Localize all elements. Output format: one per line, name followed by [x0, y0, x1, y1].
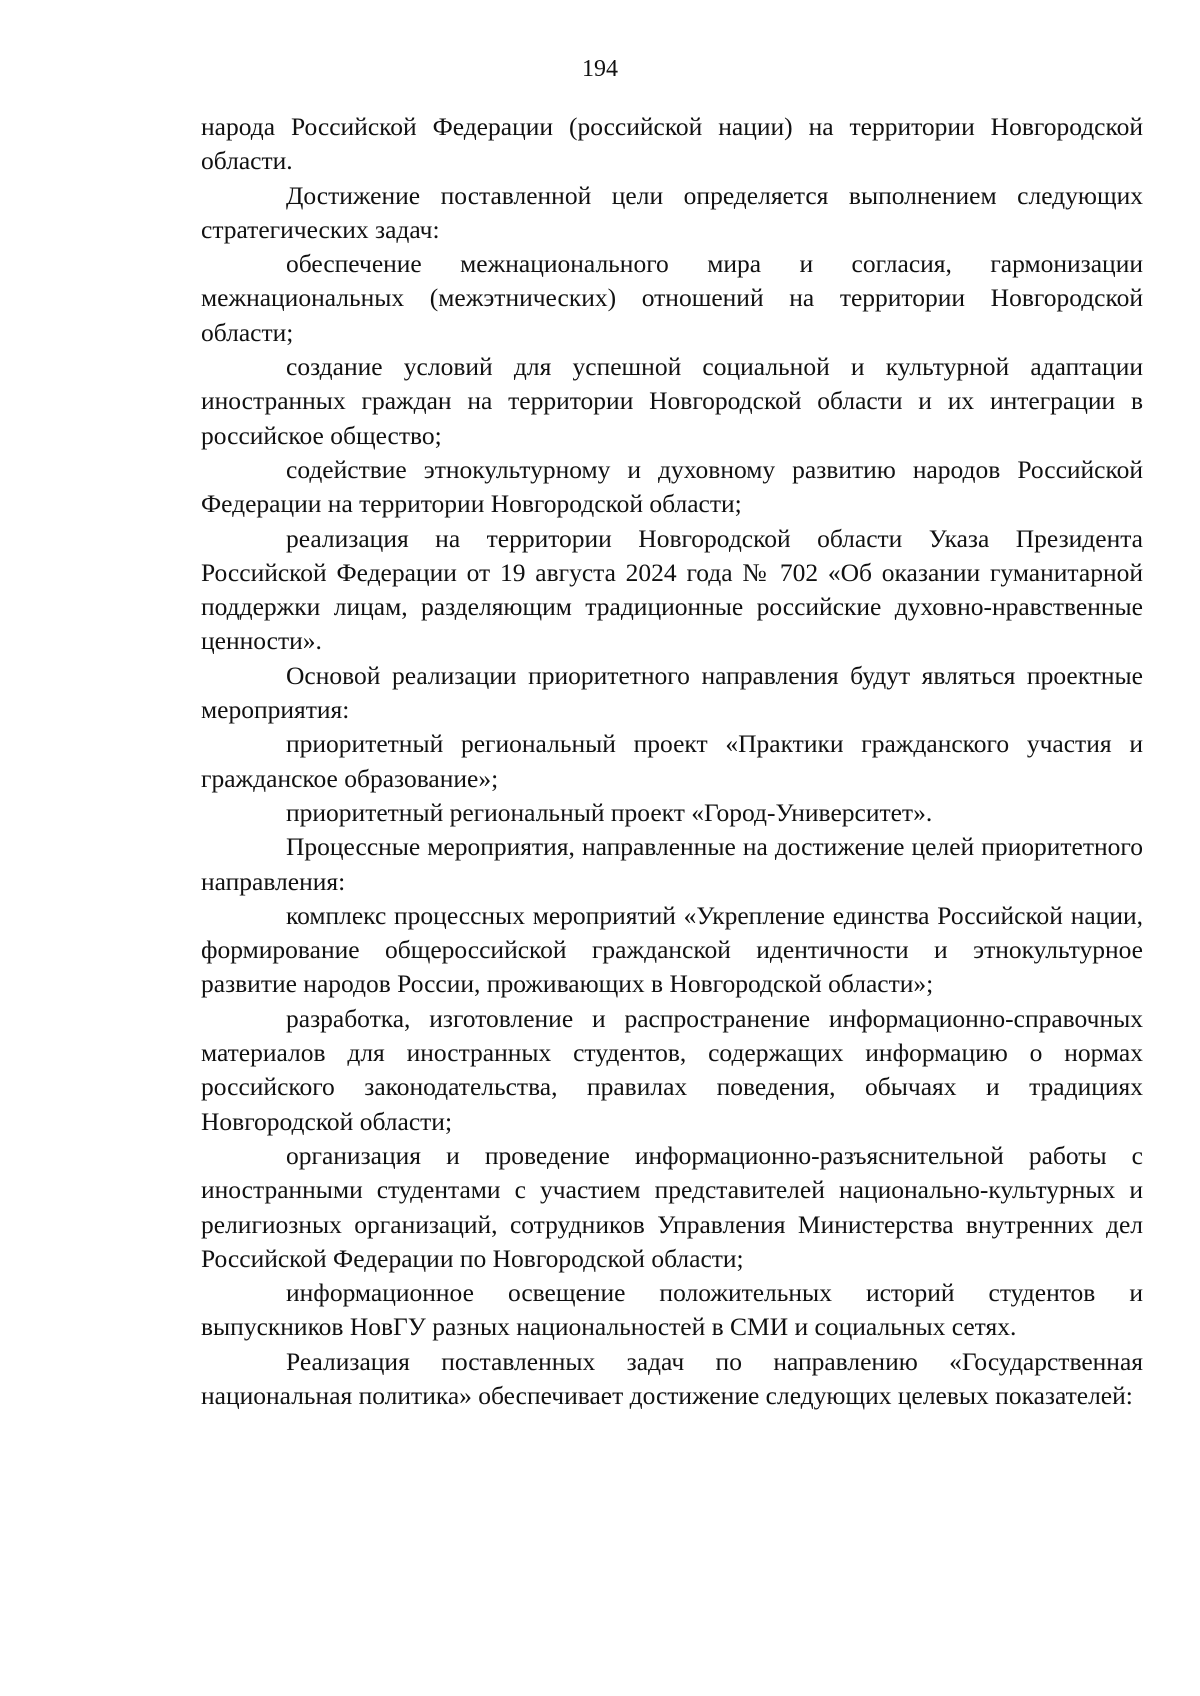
paragraph: Процессные мероприятия, направленные на достижение целей приоритетного направления: — [201, 832, 1143, 896]
paragraph: Достижение поставленной цели определяется выполнением следующих стратегических задач: — [201, 180, 1143, 244]
paragraph: организация и проведение информационно-разъяснительной работы с иностранными студентами с участием представителей национально-культурных и религиозных организаций, сотрудников Управления Министерства внутренних дел Российской Федерации по Новгородской области; — [201, 1140, 1143, 1273]
paragraph: обеспечение межнационального мира и согласия, гармонизации межнациональных (межэтнических) отношений на территории Новгородской области; — [201, 249, 1143, 347]
paragraph: реализация на территории Новгородской области Указа Президента Российской Федерации от 19 августа 2024 года № 702 «Об оказании гуманитарной поддержки лицам, разделяющим традиционные российские духовно-нравственные ценности». — [201, 523, 1143, 656]
paragraph: народа Российской Федерации (российской нации) на территории Новгородской области. — [201, 112, 1143, 176]
paragraph: создание условий для успешной социальной и культурной адаптации иностранных граждан на территории Новгородской области и их интеграции в российское общество; — [201, 352, 1143, 450]
page-number: 194 — [582, 56, 618, 82]
paragraph: комплекс процессных мероприятий «Укрепление единства Российской нации, формирование общероссийской гражданской идентичности и этнокультурное развитие народов России, проживающих в Новгородской области»; — [201, 900, 1143, 999]
paragraph: содействие этнокультурному и духовному развитию народов Российской Федерации на территории Новгородской области; — [201, 454, 1143, 519]
paragraph: приоритетный региональный проект «Город-Университет». — [286, 797, 933, 827]
paragraph: информационное освещение положительных историй студентов и выпускников НовГУ разных национальностей в СМИ и социальных сетях. — [201, 1278, 1143, 1342]
document-body — [201, 110, 1143, 1413]
paragraph: разработка, изготовление и распространение информационно-справочных материалов для иностранных студентов, содержащих информацию о нормах российского законодательства, правилах поведения, обычаях и традициях Новгородской области; — [201, 1003, 1143, 1136]
paragraph: приоритетный региональный проект «Практики гражданского участия и гражданское образование»; — [201, 729, 1143, 793]
paragraph: Основой реализации приоритетного направления будут являться проектные мероприятия: — [201, 660, 1143, 725]
paragraph: Реализация поставленных задач по направлению «Государственная национальная политика» обеспечивает достижение следующих целевых показателей: — [201, 1346, 1143, 1410]
